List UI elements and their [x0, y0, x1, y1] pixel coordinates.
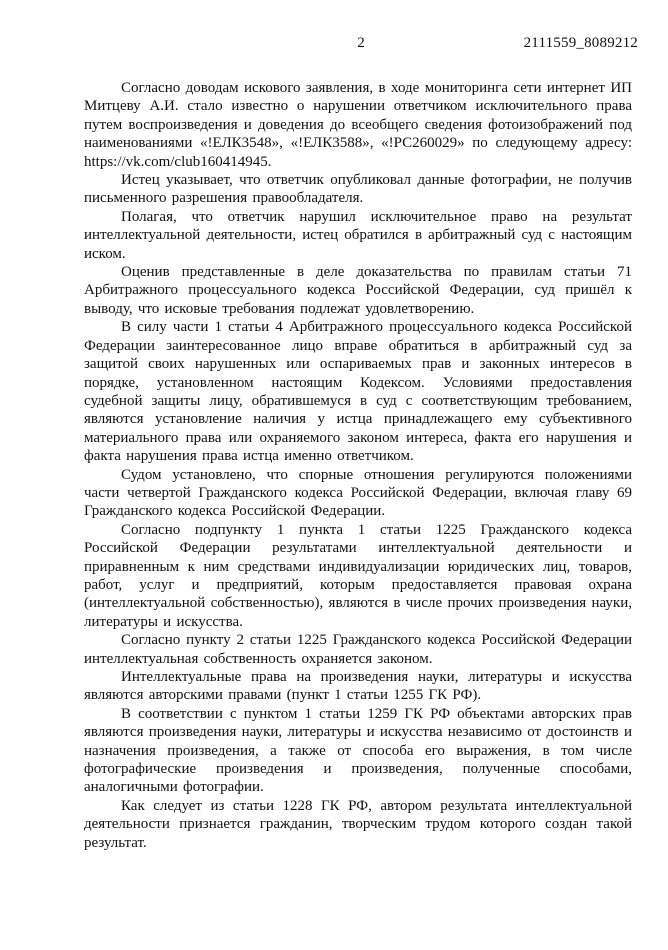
paragraph-gk-article-1225-p2: Согласно пункту 2 статьи 1225 Гражданского кодекса Российской Федерации интеллектуальная собственность охраняется законом. [84, 632, 632, 667]
document-body [84, 79, 632, 852]
paragraph-plaintiff-statement: Истец указывает, что ответчик опубликовал данные фотографии, не получив письменного разрешения правообладателя. [84, 172, 632, 207]
paragraph-gk-article-1255: Интеллектуальные права на произведения науки, литературы и искусства являются авторскими правами (пункт 1 статьи 1255 ГК РФ). [84, 669, 632, 704]
document-id: 2111559_8089212 [523, 35, 638, 51]
paragraph-gk-article-1228: Как следует из статьи 1228 ГК РФ, автором результата интеллектуальной деятельности признается гражданин, творческим трудом которого создан такой результат. [84, 797, 632, 851]
paragraph-gk-article-1225-p1: Согласно подпункту 1 пункта 1 статьи 1225 Гражданского кодекса Российской Федерации результатами интеллектуальной деятельности и приравненным к ним средствами индивидуализации юридических лиц, товаров, работ, услуг и предприятий, которым предоставляется правовая охрана (интеллектуальной собственностью), являются в числе прочих произведения науки, литературы и искусства. [84, 521, 632, 630]
paragraph-court-conclusion: Оценив представленные в деле доказательства по правилам статьи 71 Арбитражного процессуального кодекса Российской Федерации, суд пришёл к выводу, что исковые требования подлежат удовлетворению. [84, 264, 632, 317]
page-number: 2 [357, 35, 365, 51]
page-header [84, 36, 638, 54]
paragraph-apk-article-4: В силу части 1 статьи 4 Арбитражного процессуального кодекса Российской Федерации заинтересованное лицо вправе обратиться в арбитражный суд за защитой своих нарушенных или оспариваемых прав и законных интересов в порядке, установленном настоящим Кодексом. Условиями предоставления судебной защиты лицу, обратившемуся в суд с соответствующим требованием, являются установление наличия у истца принадлежащего ему субъективного материального права или охраняемого законом интереса, факта его нарушения и факта нарушения права истца именно ответчиком. [84, 319, 632, 465]
paragraph-gk-part-four: Судом установлено, что спорные отношения регулируются положениями части четвертой Гражданского кодекса Российской Федерации, включая главу 69 Гражданского кодекса Российской Федерации. [84, 466, 632, 520]
paragraph-claim-basis: Полагая, что ответчик нарушил исключительное право на результат интеллектуальной деятельности, истец обратился в арбитражный суд с настоящим иском. [84, 208, 632, 262]
paragraph-claim-summary: Согласно доводам искового заявления, в ходе мониторинга сети интернет ИП Митцеву А.И. стало известно о нарушении ответчиком исключительного права путем воспроизведения и доведения до всеобщего сведения фотоизображений под наименованиями «!ЕЛК3548», «!ЕЛК3588», «!РС260029» по следующему адресу: https://vk.com/club160414945. [84, 80, 632, 170]
paragraph-gk-article-1259: В соответствии с пунктом 1 статьи 1259 ГК РФ объектами авторских прав являются произведения науки, литературы и искусства независимо от достоинств и назначения произведения, а также от способа его выражения, в том числе фотографические произведения и произведения, полученные способами, аналогичными фотографии. [84, 705, 633, 796]
